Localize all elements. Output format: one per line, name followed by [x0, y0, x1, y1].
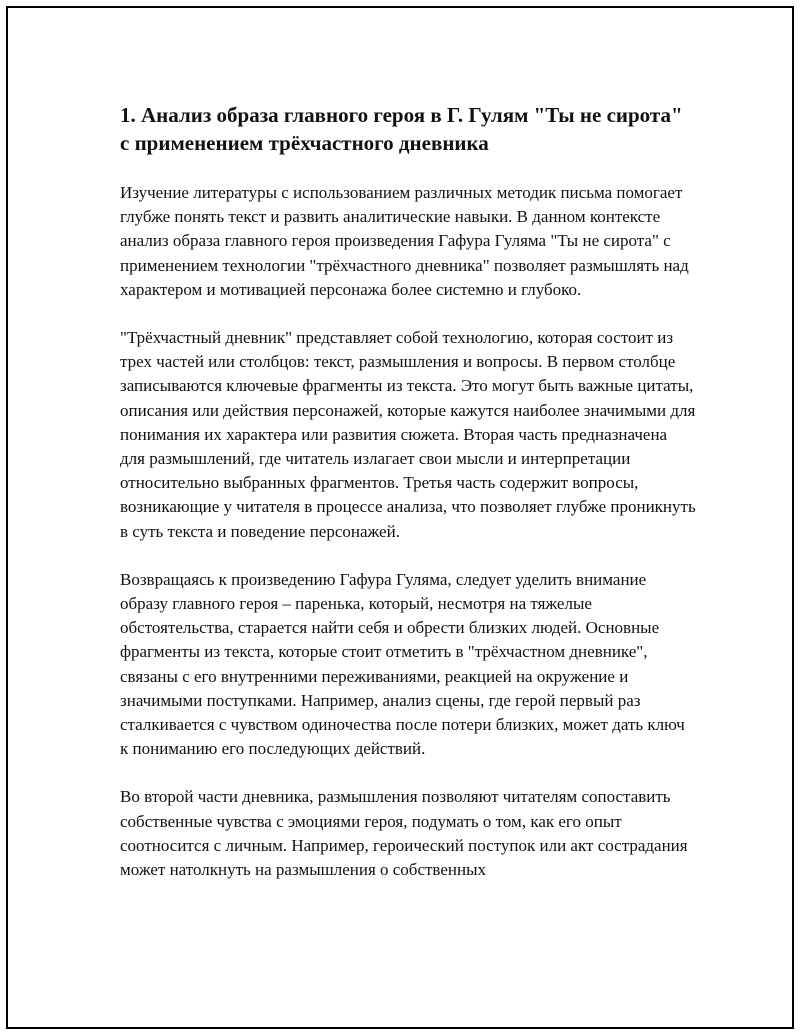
- paragraph-method-description: "Трёхчастный дневник" представляет собой технологию, которая состоит из трех частей или столбцов: текст, размышления и вопросы. В первом столбце записываются ключевые фрагменты из текста. Это могут быть важные цитаты, описания или действия персонажей, которые кажутся наиболее значимыми для понимания их характера или развития сюжета. Вторая часть предназначена для размышлений, где читатель излагает свои мысли и интерпретации относительно выбранных фрагментов. Третья часть содержит вопросы, возникающие у читателя в процессе анализа, что позволяет глубже проникнуть в суть текста и поведение персонажей.: [120, 328, 696, 541]
- document-body: [120, 101, 696, 906]
- paragraph-hero-analysis: Возвращаясь к произведению Гафура Гуляма, следует уделить внимание образу главного героя – паренька, который, несмотря на тяжелые обстоятельства, старается найти себя и обрести близких людей. Основные фрагменты из текста, которые стоит отметить в "трёхчастном дневнике", связаны с его внутренними переживаниями, реакцией на окружение и значимыми поступками. Например, анализ сцены, где герой первый раз сталкивается с чувством одиночества после потери близких, может дать ключ к пониманию его последующих действий.: [120, 569, 685, 759]
- paragraph-reflections: Во второй части дневника, размышления позволяют читателям сопоставить собственные чувства с эмоциями героя, подумать о том, как его опыт соотносится с личным. Например, героический поступок или акт сострадания может натолкнуть на размышления о собственных: [120, 787, 688, 880]
- document-page: [6, 6, 794, 1029]
- document-title: 1. Анализ образа главного героя в Г. Гулям "Ты не сирота" с применением трёхчастного дневника: [120, 103, 683, 155]
- paragraph-introduction: Изучение литературы с использованием различных методик письма помогает глубже понять текст и развить аналитические навыки. В данном контексте анализ образа главного героя произведения Гафура Гуляма "Ты не сирота" с применением технологии "трёхчастного дневника" позволяет размышлять над характером и мотивацией персонажа более системно и глубоко.: [120, 183, 689, 299]
